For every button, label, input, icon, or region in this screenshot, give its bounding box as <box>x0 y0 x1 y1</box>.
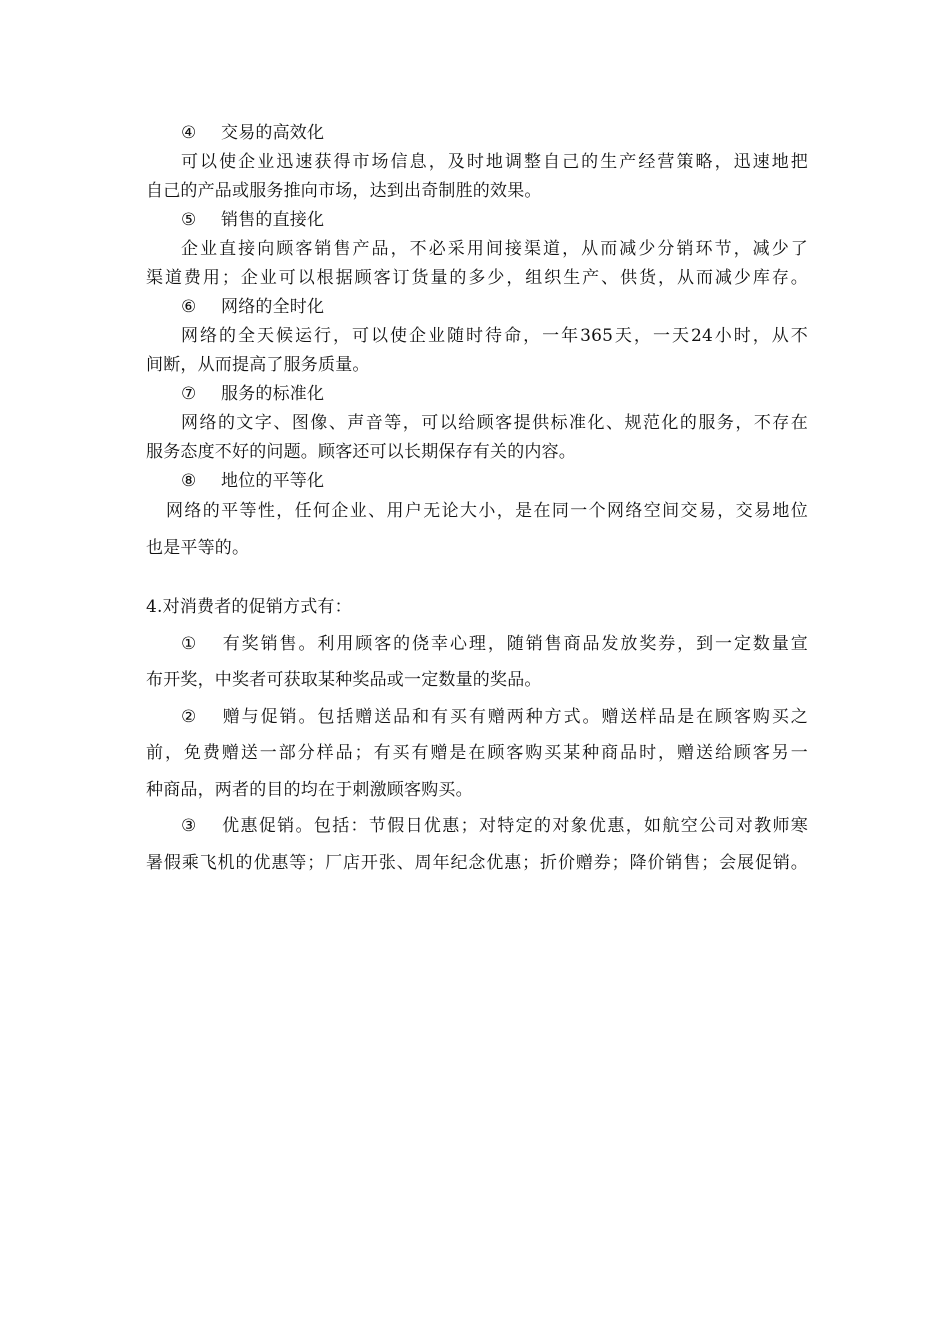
paragraph-line: 前，免费赠送一部分样品；有买有赠是在顾客购买某种商品时，赠送给顾客另一 <box>146 743 808 763</box>
circled-number-marker: ② <box>181 707 197 727</box>
paragraph-line: 自己的产品或服务推向市场，达到出奇制胜的效果。 <box>146 181 542 201</box>
paragraph-line: 渠道费用；企业可以根据顾客订货量的多少，组织生产、供货，从而减少库存。 <box>146 268 808 288</box>
item-heading-full-time <box>181 296 781 318</box>
paragraph-text: 有奖销售。利用顾客的侥幸心理，随销售商品发放奖券，到一定数量宣 <box>221 634 808 654</box>
paragraph-text: 优惠促销。包括：节假日优惠；对特定的对象优惠，如航空公司对教师寒 <box>221 816 808 836</box>
paragraph-line: 种商品，两者的目的均在于刺激顾客购买。 <box>146 780 473 800</box>
paragraph-line: 网络的全天候运行，可以使企业随时待命，一年365天，一天24小时，从不 <box>181 326 808 346</box>
paragraph-line: 间断，从而提高了服务质量。 <box>146 355 370 375</box>
promotion-item-gift <box>181 706 808 728</box>
promotion-item-lottery <box>181 633 808 655</box>
heading-text: 交易的高效化 <box>221 123 325 143</box>
heading-text: 销售的直接化 <box>221 210 325 230</box>
promotion-item-discount <box>181 815 808 837</box>
paragraph-line: 网络的文字、图像、声音等，可以给顾客提供标准化、规范化的服务，不存在 <box>181 413 808 433</box>
paragraph-line: 可以使企业迅速获得市场信息，及时地调整自己的生产经营策略，迅速地把 <box>181 152 808 172</box>
item-heading-equality <box>181 470 781 492</box>
item-heading-standardization <box>181 383 781 405</box>
paragraph-line: 企业直接向顾客销售产品，不必采用间接渠道，从而减少分销环节，减少了 <box>181 239 808 259</box>
paragraph-line: 布开奖，中奖者可获取某种奖品或一定数量的奖品。 <box>146 670 542 690</box>
paragraph-text: 赠与促销。包括赠送品和有买有赠两种方式。赠送样品是在顾客购买之 <box>221 707 808 727</box>
circled-number-marker: ④ <box>181 123 197 143</box>
circled-number-marker: ③ <box>181 816 197 836</box>
paragraph-line: 网络的平等性，任何企业、用户无论大小，是在同一个网络空间交易，交易地位 <box>166 501 808 521</box>
heading-text: 地位的平等化 <box>221 471 325 491</box>
section-title: 4.对消费者的促销方式有： <box>146 597 352 617</box>
item-heading-direct-sales <box>181 209 781 231</box>
circled-number-marker: ⑤ <box>181 210 197 230</box>
heading-text: 网络的全时化 <box>221 297 325 317</box>
circled-number-marker: ⑥ <box>181 297 197 317</box>
paragraph-line: 也是平等的。 <box>146 538 250 558</box>
circled-number-marker: ⑦ <box>181 384 197 404</box>
item-heading-efficiency <box>181 122 781 144</box>
circled-number-marker: ⑧ <box>181 471 197 491</box>
paragraph-line: 暑假乘飞机的优惠等；厂店开张、周年纪念优惠；折价赠券；降价销售；会展促销。 <box>146 853 808 873</box>
circled-number-marker: ① <box>181 634 197 654</box>
paragraph-line: 服务态度不好的问题。顾客还可以长期保存有关的内容。 <box>146 442 576 462</box>
heading-text: 服务的标准化 <box>221 384 325 404</box>
